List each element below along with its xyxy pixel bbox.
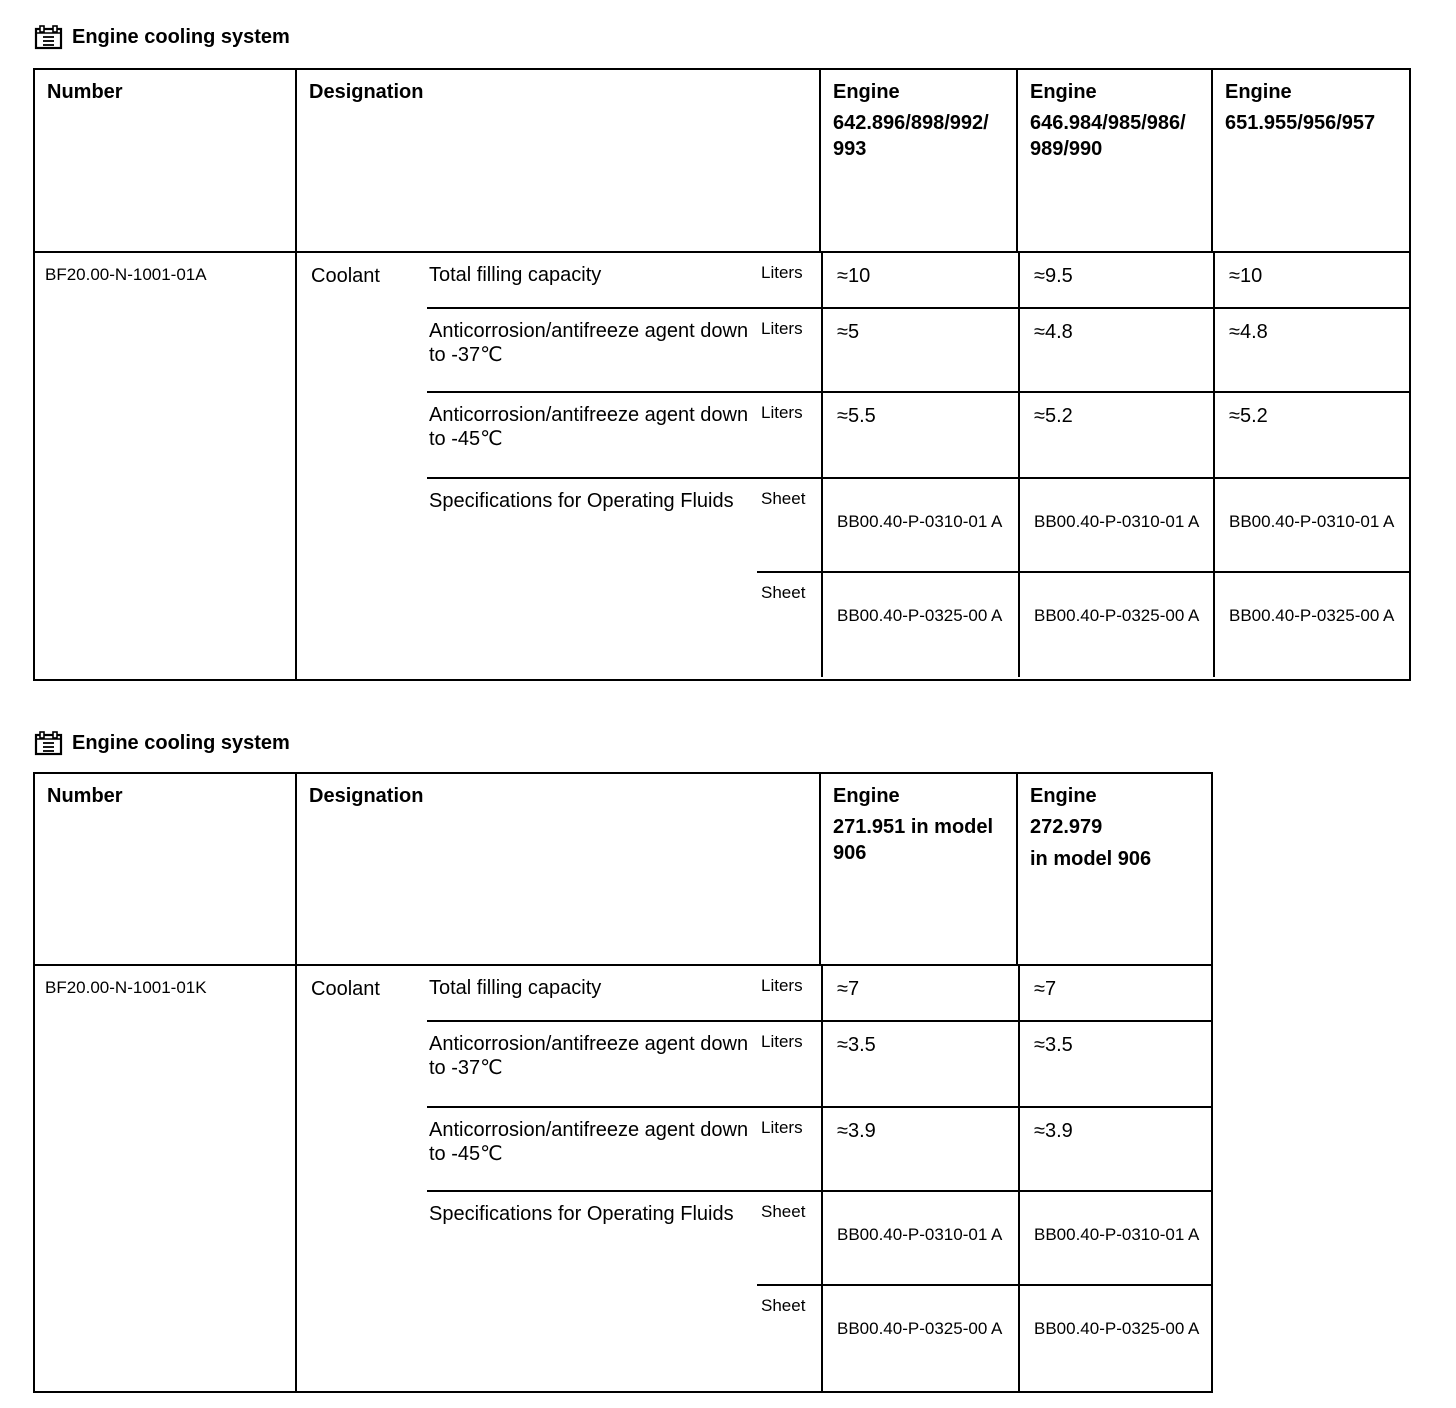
engine-label: Engine [833, 81, 900, 103]
item-unit: Liters [757, 307, 821, 391]
item-desc: Specifications for Operating Fluids [427, 477, 757, 677]
item-desc: Total filling capacity [429, 977, 602, 999]
engine-label: Engine [833, 785, 900, 807]
item-unit: Sheet [757, 1284, 821, 1391]
header-engine-1 [820, 773, 1017, 965]
designation-coolant: Coolant [311, 265, 380, 287]
document-list-icon [34, 24, 64, 50]
item-unit: Liters [757, 391, 821, 477]
item-value: ≈3.9 [821, 1106, 1018, 1190]
item-unit: Sheet [757, 571, 821, 677]
item-unit: Liters [761, 263, 803, 282]
item-value: BB00.40-P-0325-00 A [1018, 1284, 1213, 1391]
item-value: BB00.40-P-0325-00 A [821, 571, 1018, 677]
item-value: ≈10 [1213, 253, 1411, 307]
item-unit: Sheet [757, 1190, 821, 1284]
item-value: ≈4.8 [1213, 307, 1411, 391]
item-unit: Liters [761, 976, 803, 995]
item-value: BB00.40-P-0310-01 A [1213, 477, 1411, 571]
header-engine-3 [1212, 69, 1410, 252]
engine-code: 642.896/898/992/ 993 [833, 112, 989, 160]
item-value: ≈10 [821, 253, 1018, 307]
item-desc: Anticorrosion/antifreeze agent down to -45℃ [427, 391, 757, 477]
item-desc: Anticorrosion/antifreeze agent down to -37℃ [427, 1020, 757, 1106]
engine-label: Engine [1030, 81, 1097, 103]
item-value: ≈3.5 [821, 1020, 1018, 1106]
header-designation: Designation [296, 69, 820, 252]
cooling-table-2 [33, 772, 1213, 1393]
designation-coolant: Coolant [311, 978, 380, 1000]
engine-label: Engine [1225, 81, 1292, 103]
item-value: BB00.40-P-0325-00 A [821, 1284, 1018, 1391]
item-value: BB00.40-P-0325-00 A [1018, 571, 1213, 677]
item-unit: Liters [757, 1020, 821, 1106]
item-value: ≈5 [821, 307, 1018, 391]
engine-code: 646.984/985/986/ 989/990 [1030, 112, 1186, 160]
item-unit: Liters [757, 1106, 821, 1190]
item-value: ≈5.2 [1213, 391, 1411, 477]
item-value: BB00.40-P-0310-01 A [821, 477, 1018, 571]
engine-code: 271.951 in model 906 [833, 816, 994, 864]
item-value: ≈9.5 [1018, 253, 1213, 307]
cooling-table-1 [33, 68, 1411, 681]
item-value: ≈5.2 [1018, 391, 1213, 477]
row-number: BF20.00-N-1001-01K [34, 965, 296, 1392]
header-number: Number [34, 69, 296, 252]
header-engine-1 [820, 69, 1017, 252]
item-value: ≈3.9 [1018, 1106, 1213, 1190]
item-value: ≈3.5 [1018, 1020, 1213, 1106]
header-engine-2 [1017, 69, 1212, 252]
engine-label: Engine [1030, 785, 1097, 807]
header-engine-2 [1017, 773, 1212, 965]
item-value: BB00.40-P-0310-01 A [821, 1190, 1018, 1284]
section-title-text: Engine cooling system [72, 731, 290, 754]
document-list-icon [34, 730, 64, 756]
coolant-details [296, 252, 1410, 680]
item-value: BB00.40-P-0310-01 A [1018, 477, 1213, 571]
section-title-1 [34, 22, 290, 52]
item-desc: Anticorrosion/antifreeze agent down to -37℃ [427, 307, 757, 391]
item-unit: Sheet [757, 477, 821, 571]
section-title-text: Engine cooling system [72, 25, 290, 48]
row-number: BF20.00-N-1001-01A [34, 252, 296, 680]
header-number: Number [34, 773, 296, 965]
item-value: ≈7 [821, 966, 1018, 1020]
item-value: ≈7 [1018, 966, 1213, 1020]
engine-code: 651.955/956/957 [1225, 112, 1376, 134]
engine-model: in model 906 [1030, 848, 1152, 870]
item-value: ≈4.8 [1018, 307, 1213, 391]
section-title-2 [34, 728, 290, 758]
item-desc: Anticorrosion/antifreeze agent down to -45℃ [427, 1106, 757, 1190]
item-value: BB00.40-P-0325-00 A [1213, 571, 1411, 677]
item-value: BB00.40-P-0310-01 A [1018, 1190, 1213, 1284]
item-desc: Total filling capacity [429, 264, 602, 286]
engine-code: 272.979 [1030, 816, 1103, 838]
header-designation: Designation [296, 773, 820, 965]
coolant-details [296, 965, 1212, 1392]
item-desc: Specifications for Operating Fluids [427, 1190, 757, 1391]
item-value: ≈5.5 [821, 391, 1018, 477]
